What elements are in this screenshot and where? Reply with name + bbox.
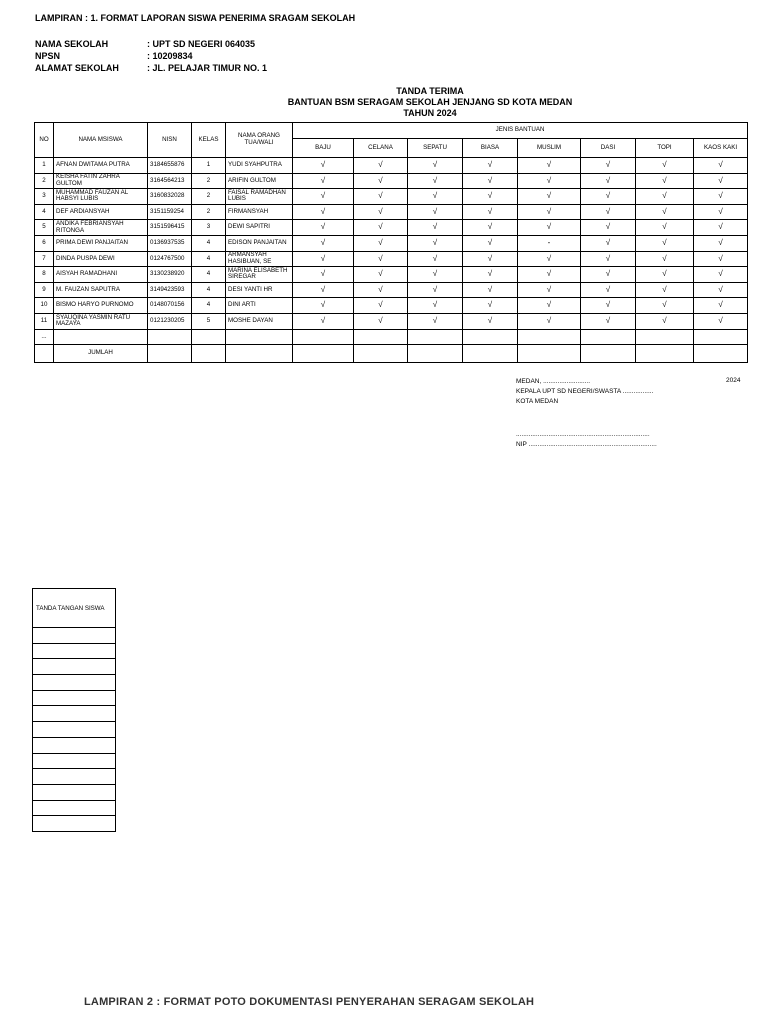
cell-empty — [148, 345, 192, 363]
col-header-jenis: BAJU — [293, 139, 354, 158]
cell-empty — [694, 345, 748, 363]
npsn-row — [35, 50, 267, 62]
cell-empty — [35, 345, 54, 363]
signature-year: 2024 — [726, 377, 741, 384]
cell-check-mark: √ — [463, 267, 518, 283]
cell-check-mark: √ — [581, 220, 636, 236]
cell-student-name: KEISHA FATIN ZAHRA GULTOM — [54, 173, 148, 189]
signature-row — [33, 675, 116, 691]
signature-place-date: MEDAN, .......................... — [516, 378, 591, 385]
cell-empty — [518, 329, 581, 345]
cell-student-name: M. FAUZAN SAPUTRA — [54, 282, 148, 298]
cell-parent-name: ARMANSYAH HASIBUAN, SE — [226, 251, 293, 267]
cell-check-mark: √ — [463, 173, 518, 189]
cell-check-mark: √ — [354, 204, 408, 220]
receipt-title-line1: TANDA TERIMA — [396, 86, 464, 96]
signature-block — [516, 377, 653, 407]
table-row — [35, 158, 748, 174]
col-header-kelas: KELAS — [192, 123, 226, 158]
signature-cell[interactable] — [33, 737, 116, 753]
cell-class: 4 — [192, 267, 226, 283]
document-title: LAMPIRAN : 1. FORMAT LAPORAN SISWA PENERIMA SRAGAM SEKOLAH — [35, 13, 356, 23]
cell-no: 11 — [35, 313, 54, 329]
cell-check-mark: √ — [636, 267, 694, 283]
signature-row — [33, 816, 116, 832]
receipt-title-line3: TAHUN 2024 — [403, 108, 457, 118]
cell-nisn: 3149423593 — [148, 282, 192, 298]
cell-empty — [408, 345, 463, 363]
cell-parent-name: MOSHE DAYAN — [226, 313, 293, 329]
signature-row — [33, 800, 116, 816]
cell-check-mark: √ — [408, 298, 463, 314]
cell-check-mark: √ — [518, 189, 581, 205]
signature-cell[interactable] — [33, 643, 116, 659]
table-row — [35, 251, 748, 267]
cell-check-mark: √ — [463, 313, 518, 329]
signature-row — [33, 753, 116, 769]
cell-empty — [463, 345, 518, 363]
cell-total-label: JUMLAH — [54, 345, 148, 363]
cell-no: 1 — [35, 158, 54, 174]
receipt-title — [0, 86, 768, 119]
field-value: : UPT SD NEGERI 064035 — [147, 39, 256, 49]
cell-empty — [226, 345, 293, 363]
cell-check-mark: √ — [694, 158, 748, 174]
signature-title: KEPALA UPT SD NEGERI/SWASTA ................. — [516, 388, 654, 395]
table-row — [35, 235, 748, 251]
signature-cell[interactable] — [33, 722, 116, 738]
cell-parent-name: FIRMANSYAH — [226, 204, 293, 220]
cell-check-mark: √ — [463, 189, 518, 205]
cell-class: 4 — [192, 298, 226, 314]
cell-check-mark: √ — [636, 204, 694, 220]
col-header-jenis: DASI — [581, 139, 636, 158]
cell-empty — [354, 329, 408, 345]
cell-class: 2 — [192, 204, 226, 220]
cell-check-mark: √ — [408, 282, 463, 298]
cell-check-mark: √ — [636, 313, 694, 329]
receipt-title-line2: BANTUAN BSM SERAGAM SEKOLAH JENJANG SD KOTA MEDAN — [287, 97, 573, 107]
cell-parent-name: YUDI SYAHPUTRA — [226, 158, 293, 174]
field-label: NPSN — [35, 51, 61, 61]
signature-cell[interactable] — [33, 753, 116, 769]
school-info — [35, 38, 267, 74]
signature-row — [33, 706, 116, 722]
cell-check-mark: √ — [354, 251, 408, 267]
table-body — [35, 158, 748, 363]
cell-check-mark: √ — [354, 158, 408, 174]
cell-check-mark: √ — [581, 251, 636, 267]
cell-parent-name: DINI ARTI — [226, 298, 293, 314]
cell-check-mark: √ — [518, 267, 581, 283]
cell-parent-name: DEWI SAPITRI — [226, 220, 293, 236]
table-row — [35, 173, 748, 189]
cell-check-mark: √ — [463, 235, 518, 251]
col-header-jenis: TOPI — [636, 139, 694, 158]
cell-class: 1 — [192, 158, 226, 174]
cell-empty — [463, 329, 518, 345]
cell-check-mark: √ — [354, 282, 408, 298]
signature-row — [33, 643, 116, 659]
cell-check-mark: √ — [408, 235, 463, 251]
attachment-2-title: LAMPIRAN 2 : FORMAT POTO DOKUMENTASI PENYERAHAN SERAGAM SEKOLAH — [84, 996, 535, 1008]
cell-check-mark: √ — [636, 173, 694, 189]
cell-check-mark: √ — [581, 235, 636, 251]
signature-name-line: .......................................................................... — [516, 431, 650, 438]
cell-student-name: SYAUQINA YASMIN RATU MAZAYA — [54, 313, 148, 329]
cell-no: 5 — [35, 220, 54, 236]
cell-class: 2 — [192, 173, 226, 189]
signature-cell[interactable] — [33, 706, 116, 722]
cell-check-mark: √ — [518, 282, 581, 298]
cell-no: 3 — [35, 189, 54, 205]
cell-nisn: 0121230205 — [148, 313, 192, 329]
cell-check-mark: √ — [293, 158, 354, 174]
cell-check-mark: √ — [694, 235, 748, 251]
cell-class: 3 — [192, 220, 226, 236]
cell-check-mark: √ — [581, 173, 636, 189]
cell-empty — [226, 329, 293, 345]
cell-nisn: 3160832028 — [148, 189, 192, 205]
signature-name-block — [516, 430, 657, 450]
cell-check-mark: √ — [694, 220, 748, 236]
cell-empty — [192, 329, 226, 345]
cell-check-mark: √ — [694, 189, 748, 205]
signature-cell[interactable] — [33, 628, 116, 644]
recipients-table — [34, 122, 748, 363]
cell-check-mark: √ — [293, 204, 354, 220]
signature-city: KOTA MEDAN — [516, 398, 559, 405]
table-row-ellipsis — [35, 329, 748, 345]
cell-check-mark: √ — [581, 282, 636, 298]
cell-nisn: 3151596415 — [148, 220, 192, 236]
col-header-nisn: NISN — [148, 123, 192, 158]
cell-check-mark: √ — [636, 189, 694, 205]
cell-check-mark: √ — [354, 235, 408, 251]
cell-check-mark: √ — [408, 204, 463, 220]
cell-student-name: DEF ARDIANSYAH — [54, 204, 148, 220]
cell-no: 6 — [35, 235, 54, 251]
cell-check-mark: √ — [293, 267, 354, 283]
cell-check-mark: √ — [518, 251, 581, 267]
cell-check-mark: √ — [408, 158, 463, 174]
cell-empty — [148, 329, 192, 345]
cell-ellipsis: ... — [35, 329, 54, 345]
table-row — [35, 220, 748, 236]
cell-empty — [54, 329, 148, 345]
cell-nisn: 3164564213 — [148, 173, 192, 189]
cell-nisn: 3151159254 — [148, 204, 192, 220]
cell-check-mark: √ — [694, 298, 748, 314]
cell-check-mark: √ — [636, 220, 694, 236]
cell-check-mark: √ — [354, 173, 408, 189]
cell-check-mark: √ — [518, 313, 581, 329]
school-name-row — [35, 38, 267, 50]
cell-check-mark: √ — [354, 267, 408, 283]
student-signature-table — [32, 588, 116, 832]
cell-check-mark: √ — [293, 189, 354, 205]
cell-check-mark: √ — [293, 251, 354, 267]
cell-empty — [636, 345, 694, 363]
cell-check-mark: √ — [581, 204, 636, 220]
cell-check-mark: √ — [408, 313, 463, 329]
col-header-jenis-bantuan: JENIS BANTUAN — [293, 123, 748, 139]
cell-check-mark: √ — [293, 235, 354, 251]
cell-check-mark: √ — [518, 298, 581, 314]
cell-student-name: DINDA PUSPA DEWI — [54, 251, 148, 267]
col-header-nama-siswa: NAMA MSISWA — [54, 123, 148, 158]
cell-no: 4 — [35, 204, 54, 220]
cell-empty — [293, 345, 354, 363]
cell-parent-name: MARINA ELISABETH SIREGAR — [226, 267, 293, 283]
cell-check-mark: √ — [354, 313, 408, 329]
cell-no: 2 — [35, 173, 54, 189]
cell-parent-name: ARIFIN GULTOM — [226, 173, 293, 189]
cell-check-mark: √ — [636, 251, 694, 267]
cell-class: 4 — [192, 251, 226, 267]
cell-check-mark: √ — [581, 158, 636, 174]
table-row — [35, 267, 748, 283]
cell-check-mark: √ — [463, 298, 518, 314]
cell-nisn: 0136937535 — [148, 235, 192, 251]
cell-check-mark: √ — [581, 298, 636, 314]
field-label: ALAMAT SEKOLAH — [35, 63, 119, 73]
cell-check-mark: √ — [636, 298, 694, 314]
col-header-jenis: CELANA — [354, 139, 408, 158]
cell-student-name: AISYAH RAMADHANI — [54, 267, 148, 283]
cell-check-mark: √ — [581, 313, 636, 329]
cell-parent-name: FAISAL RAMADHAN LUBIS — [226, 189, 293, 205]
cell-check-mark: √ — [463, 282, 518, 298]
col-header-jenis: KAOS KAKI — [694, 139, 748, 158]
signature-row — [33, 659, 116, 675]
signature-row — [33, 737, 116, 753]
cell-check-mark: √ — [636, 158, 694, 174]
cell-check-mark: √ — [581, 267, 636, 283]
cell-class: 4 — [192, 282, 226, 298]
cell-check-mark: √ — [354, 220, 408, 236]
col-header-jenis: BIASA — [463, 139, 518, 158]
field-label: NAMA SEKOLAH — [35, 39, 109, 49]
cell-check-mark: √ — [694, 313, 748, 329]
cell-check-mark: √ — [463, 220, 518, 236]
cell-check-mark: - — [518, 235, 581, 251]
cell-parent-name: DESI YANTI HR — [226, 282, 293, 298]
address-row — [35, 62, 267, 74]
cell-student-name: AFNAN DWITAMA PUTRA — [54, 158, 148, 174]
cell-check-mark: √ — [518, 204, 581, 220]
field-value: : 10209834 — [147, 51, 193, 61]
table-row — [35, 313, 748, 329]
signature-cell[interactable] — [33, 690, 116, 706]
cell-check-mark: √ — [354, 298, 408, 314]
cell-student-name: BISMO HARYO PURNOMO — [54, 298, 148, 314]
cell-empty — [408, 329, 463, 345]
col-header-jenis: SEPATU — [408, 139, 463, 158]
cell-check-mark: √ — [694, 282, 748, 298]
cell-empty — [581, 345, 636, 363]
cell-no: 9 — [35, 282, 54, 298]
cell-check-mark: √ — [694, 267, 748, 283]
signature-nip: NIP ....................................................................... — [516, 441, 657, 448]
cell-empty — [354, 345, 408, 363]
cell-class: 5 — [192, 313, 226, 329]
cell-nisn: 3184655876 — [148, 158, 192, 174]
cell-student-name: MUHAMMAD FAUZAN AL HABSYI LUBIS — [54, 189, 148, 205]
signature-cell[interactable] — [33, 675, 116, 691]
cell-check-mark: √ — [408, 173, 463, 189]
student-signature-header: TANDA TANGAN SISWA — [33, 589, 116, 628]
cell-check-mark: √ — [694, 204, 748, 220]
cell-no: 8 — [35, 267, 54, 283]
cell-check-mark: √ — [463, 204, 518, 220]
cell-empty — [636, 329, 694, 345]
signature-row — [33, 628, 116, 644]
cell-check-mark: √ — [518, 158, 581, 174]
cell-check-mark: √ — [581, 189, 636, 205]
cell-empty — [192, 345, 226, 363]
cell-empty — [694, 329, 748, 345]
cell-empty — [518, 345, 581, 363]
cell-check-mark: √ — [694, 251, 748, 267]
col-header-jenis: MUSLIM — [518, 139, 581, 158]
cell-class: 2 — [192, 189, 226, 205]
cell-check-mark: √ — [408, 267, 463, 283]
cell-no: 10 — [35, 298, 54, 314]
signature-row — [33, 769, 116, 785]
table-row — [35, 282, 748, 298]
signature-cell[interactable] — [33, 816, 116, 832]
table-row — [35, 189, 748, 205]
cell-empty — [581, 329, 636, 345]
col-header-nama-ortu: NAMA ORANG TUA/WALI — [226, 123, 293, 158]
cell-check-mark: √ — [293, 313, 354, 329]
signature-cell[interactable] — [33, 800, 116, 816]
cell-check-mark: √ — [354, 189, 408, 205]
signature-row — [33, 784, 116, 800]
cell-check-mark: √ — [408, 189, 463, 205]
cell-class: 4 — [192, 235, 226, 251]
table-row-total — [35, 345, 748, 363]
cell-empty — [293, 329, 354, 345]
cell-check-mark: √ — [463, 158, 518, 174]
cell-check-mark: √ — [463, 251, 518, 267]
signature-row — [33, 690, 116, 706]
cell-check-mark: √ — [694, 173, 748, 189]
table-row — [35, 298, 748, 314]
signature-row — [33, 722, 116, 738]
table-row — [35, 204, 748, 220]
field-value: : JL. PELAJAR TIMUR NO. 1 — [147, 63, 268, 73]
cell-check-mark: √ — [293, 298, 354, 314]
signature-cell[interactable] — [33, 659, 116, 675]
cell-nisn: 0124767500 — [148, 251, 192, 267]
cell-parent-name: EDISON PANJAITAN — [226, 235, 293, 251]
cell-student-name: ANDIKA FEBRIANSYAH RITONGA — [54, 220, 148, 236]
signature-cell[interactable] — [33, 769, 116, 785]
cell-check-mark: √ — [518, 173, 581, 189]
cell-nisn: 0148070156 — [148, 298, 192, 314]
cell-check-mark: √ — [408, 220, 463, 236]
cell-check-mark: √ — [408, 251, 463, 267]
signature-cell[interactable] — [33, 784, 116, 800]
cell-check-mark: √ — [293, 282, 354, 298]
cell-check-mark: √ — [293, 173, 354, 189]
cell-check-mark: √ — [636, 235, 694, 251]
cell-check-mark: √ — [518, 220, 581, 236]
cell-check-mark: √ — [636, 282, 694, 298]
col-header-no: NO — [35, 123, 54, 158]
cell-nisn: 3130238920 — [148, 267, 192, 283]
cell-student-name: PRIMA DEWI PANJAITAN — [54, 235, 148, 251]
cell-no: 7 — [35, 251, 54, 267]
cell-check-mark: √ — [293, 220, 354, 236]
